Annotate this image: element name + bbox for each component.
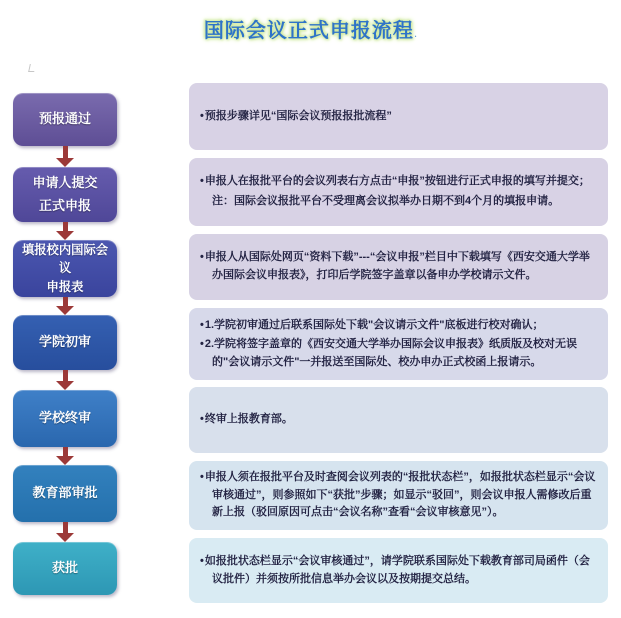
description-panel: [189, 83, 608, 150]
bullet-item: [200, 249, 597, 284]
stage-label: [36, 108, 94, 131]
bullet-icon: •: [200, 109, 204, 122]
arrow-stem: [63, 522, 68, 533]
paragraph-mark: .: [413, 26, 418, 40]
stage-label-line: 教育部审批: [32, 485, 98, 501]
arrow-stem: [63, 222, 68, 231]
arrow-stem: [63, 297, 68, 306]
stage-label-line: 填报校内国际会议: [21, 242, 109, 276]
bullet-item: [200, 411, 597, 429]
stage-box: [13, 240, 117, 297]
arrow-stem: [63, 370, 68, 381]
item-text: 终审上报教育部。: [204, 413, 293, 426]
description-panel: [189, 234, 608, 300]
item-text: 注：国际会议报批平台不受理离会议拟举办日期不到4个月的填报申请。: [212, 195, 560, 207]
item-text: 申报人在报批平台的会议列表右方点击“申报”按钮进行正式申报的填写并提交；: [204, 175, 590, 188]
stage-label: [49, 557, 81, 580]
stage-label-line: 预报通过: [38, 111, 91, 127]
bullet-icon: •: [200, 554, 204, 567]
arrow-head: [56, 456, 74, 465]
down-arrow-icon: [56, 146, 74, 167]
bullet-item: [200, 336, 597, 371]
arrow-head: [56, 158, 74, 167]
stage-label-line: 正式申报: [38, 197, 91, 213]
bullet-icon: •: [200, 413, 204, 426]
down-arrow-icon: [56, 297, 74, 315]
down-arrow-icon: [56, 370, 74, 390]
item-text: 申报人须在报批平台及时查阅会议列表的“报批状态栏”，如报批状态栏显示“会议审核通过”，则参照如下“获批”步骤；如显示“驳回”，则会议申报人需修改后重新上报（驳回原因可点击“会议名称”查看“会议审核意见”）。: [204, 471, 596, 519]
stage-label-line: 申报表: [46, 279, 84, 294]
bullet-icon: •: [200, 338, 204, 351]
stage-box: [13, 93, 117, 146]
stage-label-line: 学院初审: [38, 334, 91, 350]
bullet-icon: •: [200, 318, 204, 331]
stage-box: [13, 390, 117, 447]
page-title: 国际会议正式申报流程: [203, 20, 414, 42]
stage-label-line: 获批: [51, 560, 78, 576]
arrow-stem: [63, 146, 68, 158]
arrow-stem: [63, 447, 68, 456]
down-arrow-icon: [56, 522, 74, 542]
bullet-item: [200, 469, 597, 522]
description-panel: [189, 158, 608, 226]
description-panel: [189, 308, 608, 380]
stage-box: [13, 542, 117, 595]
stage-box: [13, 167, 117, 222]
item-text: 如报批状态栏显示“会议审核通过”，请学院联系国际处下载教育部司局函件（会议批件）并须按所批信息举办会议以及按期提交总结。: [204, 554, 590, 585]
description-panel: [189, 387, 608, 453]
bullet-icon: •: [200, 175, 204, 188]
item-text: 1.学院初审通过后联系国际处下载"会议请示文件"底板进行校对确认；: [204, 318, 544, 331]
bullet-item: [200, 317, 597, 335]
item-text: 预报步骤详见“国际会议预报报批流程”: [204, 109, 392, 122]
bullet-icon: •: [200, 471, 204, 484]
bullet-icon: •: [200, 251, 204, 264]
description-panel: [189, 538, 608, 603]
stage-label-line: 申请人提交: [32, 174, 98, 190]
note-line: [200, 193, 597, 211]
bullet-item: [200, 553, 597, 588]
stage-label: [13, 241, 117, 296]
stage-label: [36, 407, 94, 430]
stage-box: [13, 465, 117, 522]
bullet-item: [200, 108, 597, 126]
description-panel: [189, 461, 608, 530]
down-arrow-icon: [56, 447, 74, 465]
item-text: 2.学院将签字盖章的《西安交通大学举办国际会议申报表》纸质版及校对无误的"会议请示文件"一并报送至国际处、校办申办正式校函上报请示。: [204, 338, 578, 368]
bullet-item: [200, 173, 597, 191]
down-arrow-icon: [56, 222, 74, 240]
stage-label: [29, 482, 100, 505]
stage-label-line: 学校终审: [38, 410, 91, 426]
item-text: 申报人从国际处网页“资料下载”---“会议申报”栏目中下载填写《西安交通大学举办国际会议申报表》，打印后学院签字盖章以备申办学校请示文件。: [204, 251, 590, 281]
stage-box: [13, 315, 117, 370]
arrow-head: [56, 533, 74, 542]
arrow-head: [56, 381, 74, 390]
arrow-head: [56, 231, 74, 240]
stage-label: [36, 331, 94, 354]
stage-label: [29, 172, 100, 218]
arrow-head: [56, 306, 74, 315]
